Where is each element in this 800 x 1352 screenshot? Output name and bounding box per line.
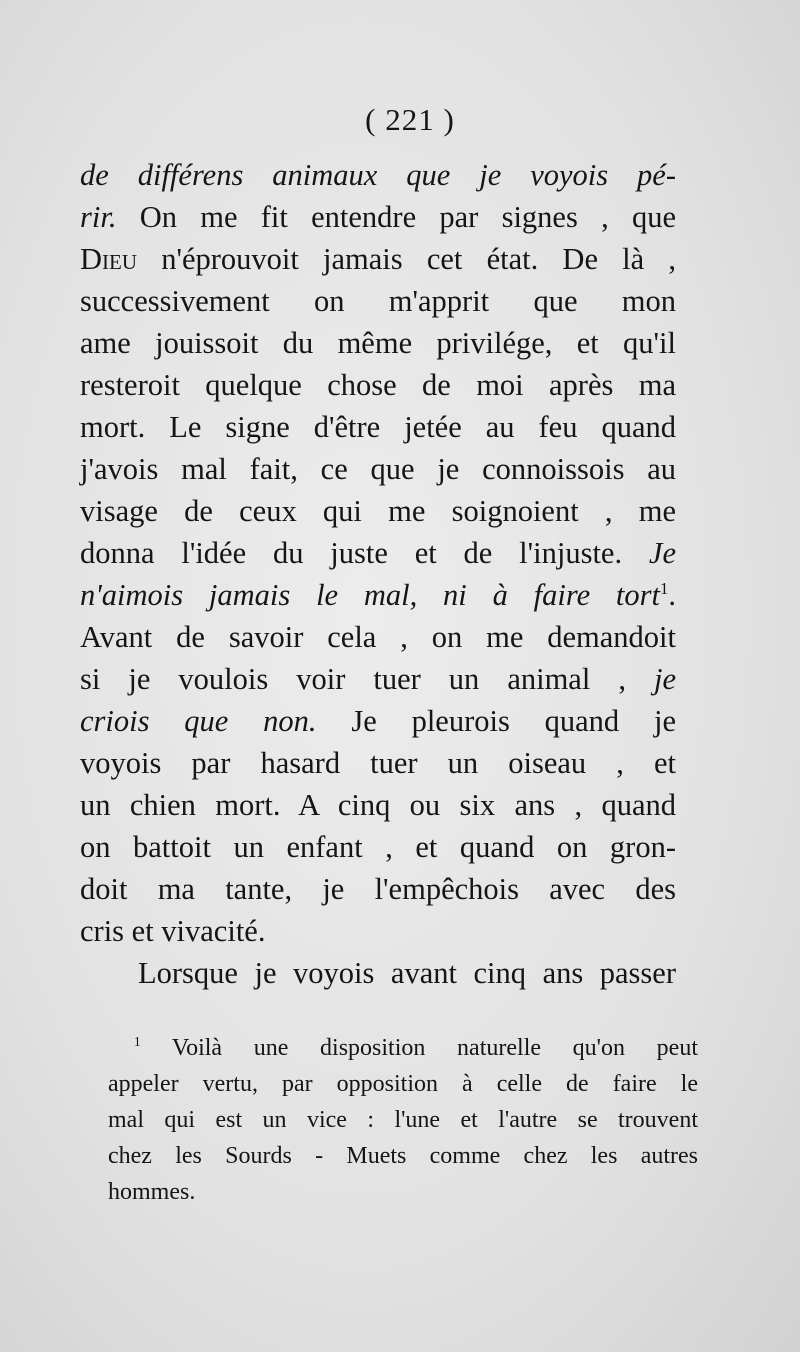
text-line bbox=[80, 364, 676, 406]
text-run: Je pleurois quand je bbox=[316, 704, 677, 738]
text-run: mort. Le signe d'être jetée au feu quand bbox=[80, 410, 676, 444]
text-run: On me fit entendre par signes , que bbox=[116, 200, 676, 234]
text-run: Dieu bbox=[80, 242, 138, 276]
text-run: . bbox=[668, 578, 676, 612]
text-line bbox=[80, 616, 676, 658]
text-run: appeler vertu, par opposition à celle de faire le bbox=[108, 1071, 698, 1097]
text-run: de différens animaux que je voyois pé- bbox=[80, 158, 676, 192]
text-run: voyois par hasard tuer un oiseau , et bbox=[80, 746, 676, 780]
text-run: Lorsque je voyois avant cinq ans passer bbox=[138, 956, 676, 990]
main-text bbox=[80, 154, 676, 994]
text-run: Voilà une disposition naturelle qu'on peut bbox=[140, 1035, 698, 1061]
text-line bbox=[80, 238, 676, 280]
text-line bbox=[80, 574, 676, 616]
text-run: visage de ceux qui me soignoient , me bbox=[80, 494, 676, 528]
text-run: resteroit quelque chose de moi après ma bbox=[80, 368, 676, 402]
text-line bbox=[80, 406, 676, 448]
page-number: ( 221 ) bbox=[365, 102, 455, 137]
footnote-marker: 1 bbox=[659, 578, 669, 598]
text-line bbox=[80, 826, 676, 868]
text-run: mal qui est un vice : l'une et l'autre se trouvent bbox=[108, 1107, 698, 1133]
text-run: cris et vivacité. bbox=[80, 914, 266, 948]
text-run: donna l'idée du juste et de l'injuste. bbox=[80, 536, 649, 570]
text-line bbox=[80, 322, 676, 364]
text-line bbox=[80, 448, 676, 490]
text-line bbox=[80, 154, 676, 196]
text-line bbox=[80, 868, 676, 910]
footnote bbox=[108, 1030, 698, 1210]
text-run: hommes. bbox=[108, 1179, 196, 1205]
text-run: je bbox=[653, 662, 676, 696]
text-run: chez les Sourds - Muets comme chez les autres bbox=[108, 1143, 698, 1169]
footnote-line bbox=[108, 1138, 698, 1174]
footnote-marker: 1 bbox=[134, 1034, 141, 1049]
text-run: si je voulois voir tuer un animal , bbox=[80, 662, 654, 696]
text-run: n'éprouvoit jamais cet état. De là , bbox=[137, 242, 676, 276]
text-run: successivement on m'apprit que mon bbox=[80, 284, 676, 318]
text-run: criois que non. bbox=[80, 704, 317, 738]
text-line bbox=[80, 280, 676, 322]
text-run: Je bbox=[648, 536, 676, 570]
text-run: rir. bbox=[80, 200, 117, 234]
text-run: Avant de savoir cela , on me demandoit bbox=[80, 620, 676, 654]
text-line bbox=[80, 490, 676, 532]
text-line bbox=[80, 658, 676, 700]
text-run: ame jouissoit du même privilége, et qu'il bbox=[80, 326, 676, 360]
text-run: n'aimois jamais le mal, ni à faire tort bbox=[80, 578, 660, 612]
text-run: j'avois mal fait, ce que je connoissois au bbox=[80, 452, 676, 486]
text-line bbox=[80, 910, 676, 952]
text-run: doit ma tante, je l'empêchois avec des bbox=[80, 872, 676, 906]
text-line bbox=[80, 700, 676, 742]
footnote-line bbox=[108, 1102, 698, 1138]
footnote-line bbox=[108, 1030, 698, 1066]
text-run: on battoit un enfant , et quand on gron- bbox=[80, 830, 676, 864]
text-line bbox=[80, 532, 676, 574]
footnote-line bbox=[108, 1174, 698, 1210]
text-line bbox=[80, 784, 676, 826]
footnote-line bbox=[108, 1066, 698, 1102]
text-line bbox=[80, 952, 676, 994]
text-line bbox=[80, 742, 676, 784]
text-line bbox=[80, 196, 676, 238]
text-run: un chien mort. A cinq ou six ans , quand bbox=[80, 788, 676, 822]
